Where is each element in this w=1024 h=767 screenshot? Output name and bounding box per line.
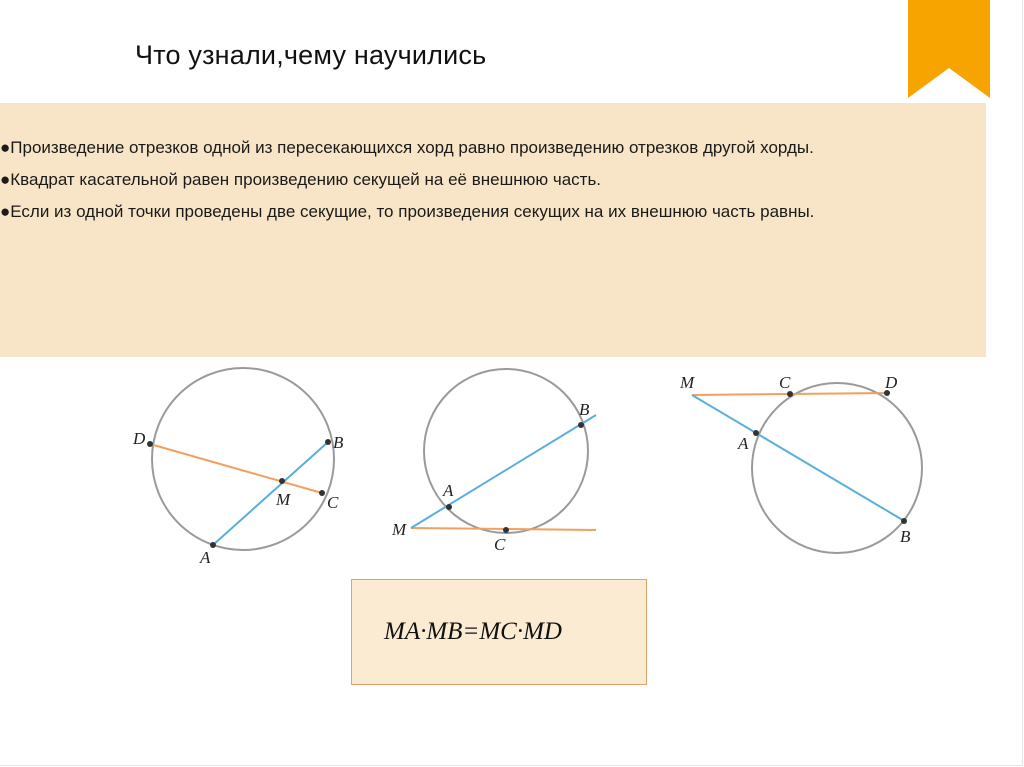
bookmark-ribbon [908,0,990,100]
label-d: D [133,429,146,448]
point-m [279,478,285,484]
facts-box [0,103,986,357]
point-a [446,504,452,510]
fact-chords: ●Произведение отрезков одной из пересекающихся хорд равно произведению отрезков другой хорды. [0,138,814,157]
label-c: C [327,493,339,512]
label-b: B [900,527,911,546]
point-a [753,430,759,436]
chord-ab [213,442,328,545]
label-a: A [443,481,454,500]
secants-circle [752,383,922,553]
label-m: M [680,373,695,392]
fact-secants: ●Если из одной точки проведены две секущие, то произведения секущих на их внешнюю часть равны. [0,202,815,221]
point-d [147,441,153,447]
formula-text: MA·MB=MC·MD [384,618,562,645]
label-d: D [885,373,898,392]
slide-title: Что узнали,чему научились [135,40,487,70]
secant-mab [692,395,906,522]
label-a: A [738,434,749,453]
figure-tangent [389,367,599,557]
point-c [503,527,509,533]
label-m: M [276,490,291,509]
label-m: M [392,520,407,539]
point-b [325,439,331,445]
label-b: B [333,433,344,452]
label-c: C [779,373,791,392]
label-b: B [579,400,590,419]
fact-tangent: ●Квадрат касательной равен произведению секущей на её внешнюю часть. [0,170,602,189]
point-a [210,542,216,548]
label-a: A [200,548,211,567]
figure-chords [133,368,350,567]
point-b [578,422,584,428]
bookmark-shape [908,0,990,98]
chords-circle [152,368,334,550]
figure-secants [678,368,924,555]
point-c [319,490,325,496]
formula-box [351,579,647,685]
chord-dc [150,444,322,493]
secant-line [411,415,596,528]
point-b [901,518,907,524]
label-c: C [494,535,506,554]
